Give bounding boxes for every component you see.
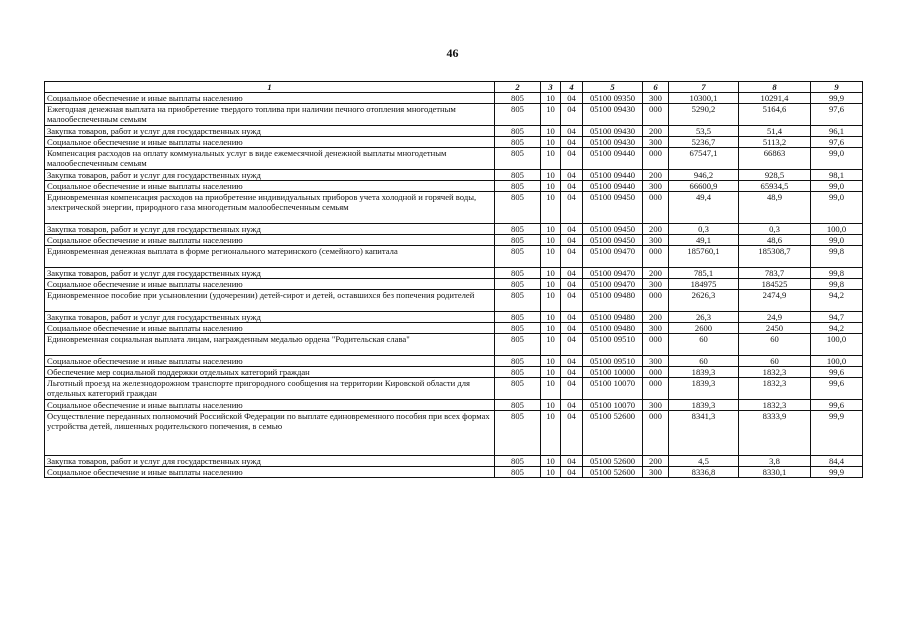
row-target-item-cell: 05100 09440	[583, 170, 643, 181]
row-name-cell: Социальное обеспечение и иные выплаты населению	[45, 323, 495, 334]
row-target-item-cell: 05100 09430	[583, 126, 643, 137]
row-name-cell: Единовременная социальная выплата лицам, награжденным медалью ордена "Родительская слава"	[45, 334, 495, 356]
row-plan-cell: 8336,8	[669, 467, 739, 478]
row-percent-cell: 99,6	[811, 367, 863, 378]
row-expense-type-cell: 300	[643, 279, 669, 290]
row-percent-cell: 99,0	[811, 235, 863, 246]
row-actual-cell: 65934,5	[739, 181, 811, 192]
table-row	[45, 192, 863, 224]
row-code-admin-cell: 805	[495, 312, 541, 323]
row-subsection-cell: 04	[561, 400, 583, 411]
row-expense-type-cell: 300	[643, 400, 669, 411]
table-row	[45, 400, 863, 411]
row-expense-type-cell: 300	[643, 235, 669, 246]
header-row	[45, 82, 863, 93]
row-section-cell: 10	[541, 181, 561, 192]
row-plan-cell: 1839,3	[669, 378, 739, 400]
row-code-admin-cell: 805	[495, 137, 541, 148]
row-plan-cell: 67547,1	[669, 148, 739, 170]
row-subsection-cell: 04	[561, 279, 583, 290]
row-code-admin-cell: 805	[495, 279, 541, 290]
table-row	[45, 356, 863, 367]
row-percent-cell: 94,2	[811, 323, 863, 334]
row-actual-cell: 185308,7	[739, 246, 811, 268]
row-section-cell: 10	[541, 312, 561, 323]
row-percent-cell: 84,4	[811, 456, 863, 467]
row-percent-cell: 99,8	[811, 279, 863, 290]
row-actual-cell: 51,4	[739, 126, 811, 137]
row-section-cell: 10	[541, 411, 561, 456]
row-code-admin-cell: 805	[495, 181, 541, 192]
row-section-cell: 10	[541, 192, 561, 224]
row-actual-cell: 928,5	[739, 170, 811, 181]
row-name-cell: Закупка товаров, работ и услуг для государственных нужд	[45, 126, 495, 137]
row-plan-cell: 53,5	[669, 126, 739, 137]
table-row	[45, 148, 863, 170]
row-name-cell: Закупка товаров, работ и услуг для государственных нужд	[45, 456, 495, 467]
row-section-cell: 10	[541, 137, 561, 148]
row-actual-cell: 8333,9	[739, 411, 811, 456]
row-actual-cell: 24,9	[739, 312, 811, 323]
row-target-item-cell: 05100 09510	[583, 334, 643, 356]
row-plan-cell: 26,3	[669, 312, 739, 323]
row-code-admin-cell: 805	[495, 235, 541, 246]
row-expense-type-cell: 200	[643, 224, 669, 235]
row-subsection-cell: 04	[561, 312, 583, 323]
row-name-cell: Закупка товаров, работ и услуг для государственных нужд	[45, 312, 495, 323]
row-expense-type-cell: 000	[643, 148, 669, 170]
row-expense-type-cell: 300	[643, 467, 669, 478]
row-plan-cell: 49,1	[669, 235, 739, 246]
row-subsection-cell: 04	[561, 268, 583, 279]
row-actual-cell: 184525	[739, 279, 811, 290]
row-actual-cell: 2474,9	[739, 290, 811, 312]
row-name-cell: Ежегодная денежная выплата на приобретение твердого топлива при наличии печного отопления многодетным малообеспеченным семьям	[45, 104, 495, 126]
row-target-item-cell: 05100 09350	[583, 93, 643, 104]
row-percent-cell: 99,0	[811, 192, 863, 224]
row-code-admin-cell: 805	[495, 268, 541, 279]
row-plan-cell: 60	[669, 334, 739, 356]
row-name-cell: Закупка товаров, работ и услуг для государственных нужд	[45, 268, 495, 279]
row-expense-type-cell: 300	[643, 137, 669, 148]
row-name-cell: Единовременное пособие при усыновлении (удочерении) детей-сирот и детей, оставшихся без попечения родителей	[45, 290, 495, 312]
table-row	[45, 456, 863, 467]
row-plan-cell: 1839,3	[669, 367, 739, 378]
row-actual-cell: 60	[739, 356, 811, 367]
row-name-cell: Закупка товаров, работ и услуг для государственных нужд	[45, 170, 495, 181]
row-percent-cell: 96,1	[811, 126, 863, 137]
row-name-cell: Компенсация расходов на оплату коммунальных услуг в виде ежемесячной денежной выплаты многодетным малообеспеченным семьям	[45, 148, 495, 170]
row-subsection-cell: 04	[561, 170, 583, 181]
row-section-cell: 10	[541, 148, 561, 170]
row-subsection-cell: 04	[561, 456, 583, 467]
table-row	[45, 224, 863, 235]
row-code-admin-cell: 805	[495, 367, 541, 378]
table-row	[45, 170, 863, 181]
row-section-cell: 10	[541, 224, 561, 235]
row-percent-cell: 99,0	[811, 181, 863, 192]
row-name-cell: Социальное обеспечение и иные выплаты населению	[45, 93, 495, 104]
row-plan-cell: 184975	[669, 279, 739, 290]
table-row	[45, 246, 863, 268]
row-subsection-cell: 04	[561, 246, 583, 268]
row-expense-type-cell: 000	[643, 290, 669, 312]
row-subsection-cell: 04	[561, 367, 583, 378]
row-subsection-cell: 04	[561, 148, 583, 170]
table-row	[45, 323, 863, 334]
row-percent-cell: 100,0	[811, 334, 863, 356]
row-expense-type-cell: 000	[643, 192, 669, 224]
table-row	[45, 104, 863, 126]
row-expense-type-cell: 200	[643, 312, 669, 323]
row-target-item-cell: 05100 09470	[583, 246, 643, 268]
row-plan-cell: 4,5	[669, 456, 739, 467]
row-percent-cell: 99,9	[811, 467, 863, 478]
row-plan-cell: 5290,2	[669, 104, 739, 126]
row-percent-cell: 98,1	[811, 170, 863, 181]
table-row	[45, 378, 863, 400]
row-section-cell: 10	[541, 268, 561, 279]
row-plan-cell: 5236,7	[669, 137, 739, 148]
table-row	[45, 334, 863, 356]
row-actual-cell: 1832,3	[739, 400, 811, 411]
table-row	[45, 268, 863, 279]
row-name-cell: Единовременная компенсация расходов на приобретение индивидуальных приборов учета холодной и горячей воды, электрической энергии, природного газа многодетным малообеспеченным семьям	[45, 192, 495, 224]
row-code-admin-cell: 805	[495, 456, 541, 467]
row-actual-cell: 10291,4	[739, 93, 811, 104]
row-target-item-cell: 05100 09470	[583, 279, 643, 290]
row-section-cell: 10	[541, 467, 561, 478]
row-section-cell: 10	[541, 334, 561, 356]
row-section-cell: 10	[541, 235, 561, 246]
row-target-item-cell: 05100 52600	[583, 456, 643, 467]
row-target-item-cell: 05100 52600	[583, 467, 643, 478]
row-actual-cell: 5164,6	[739, 104, 811, 126]
row-actual-cell: 48,9	[739, 192, 811, 224]
row-name-cell: Социальное обеспечение и иные выплаты населению	[45, 181, 495, 192]
row-target-item-cell: 05100 52600	[583, 411, 643, 456]
row-subsection-cell: 04	[561, 334, 583, 356]
row-code-admin-cell: 805	[495, 148, 541, 170]
column-header: 7	[669, 82, 739, 93]
row-subsection-cell: 04	[561, 323, 583, 334]
row-section-cell: 10	[541, 400, 561, 411]
row-target-item-cell: 05100 09450	[583, 235, 643, 246]
row-target-item-cell: 05100 09450	[583, 192, 643, 224]
row-percent-cell: 100,0	[811, 356, 863, 367]
row-actual-cell: 3,8	[739, 456, 811, 467]
row-percent-cell: 100,0	[811, 224, 863, 235]
row-percent-cell: 99,8	[811, 268, 863, 279]
row-subsection-cell: 04	[561, 235, 583, 246]
row-code-admin-cell: 805	[495, 400, 541, 411]
row-section-cell: 10	[541, 378, 561, 400]
row-name-cell: Социальное обеспечение и иные выплаты населению	[45, 137, 495, 148]
row-subsection-cell: 04	[561, 411, 583, 456]
row-code-admin-cell: 805	[495, 323, 541, 334]
row-subsection-cell: 04	[561, 104, 583, 126]
row-section-cell: 10	[541, 279, 561, 290]
row-code-admin-cell: 805	[495, 356, 541, 367]
row-plan-cell: 785,1	[669, 268, 739, 279]
row-expense-type-cell: 200	[643, 126, 669, 137]
row-target-item-cell: 05100 09430	[583, 104, 643, 126]
row-section-cell: 10	[541, 290, 561, 312]
row-percent-cell: 97,6	[811, 137, 863, 148]
row-plan-cell: 1839,3	[669, 400, 739, 411]
row-expense-type-cell: 300	[643, 93, 669, 104]
column-header: 2	[495, 82, 541, 93]
table-row	[45, 126, 863, 137]
row-expense-type-cell: 000	[643, 334, 669, 356]
budget-table	[44, 81, 863, 478]
table-row	[45, 290, 863, 312]
row-target-item-cell: 05100 09450	[583, 224, 643, 235]
row-plan-cell: 66600,9	[669, 181, 739, 192]
row-plan-cell: 946,2	[669, 170, 739, 181]
row-percent-cell: 97,6	[811, 104, 863, 126]
row-target-item-cell: 05100 09440	[583, 148, 643, 170]
row-percent-cell: 99,6	[811, 400, 863, 411]
column-header: 1	[45, 82, 495, 93]
row-code-admin-cell: 805	[495, 467, 541, 478]
row-actual-cell: 66863	[739, 148, 811, 170]
row-expense-type-cell: 200	[643, 170, 669, 181]
table-row	[45, 137, 863, 148]
row-plan-cell: 10300,1	[669, 93, 739, 104]
table-row	[45, 312, 863, 323]
row-target-item-cell: 05100 09480	[583, 323, 643, 334]
row-name-cell: Социальное обеспечение и иные выплаты населению	[45, 467, 495, 478]
row-percent-cell: 99,8	[811, 246, 863, 268]
row-section-cell: 10	[541, 323, 561, 334]
row-code-admin-cell: 805	[495, 170, 541, 181]
row-target-item-cell: 05100 09510	[583, 356, 643, 367]
row-subsection-cell: 04	[561, 356, 583, 367]
row-code-admin-cell: 805	[495, 104, 541, 126]
row-expense-type-cell: 300	[643, 181, 669, 192]
row-name-cell: Льготный проезд на железнодорожном транспорте пригородного сообщения на территории Кировской области для отдельных категорий граждан	[45, 378, 495, 400]
row-plan-cell: 185760,1	[669, 246, 739, 268]
row-actual-cell: 5113,2	[739, 137, 811, 148]
table-body	[45, 93, 863, 478]
row-percent-cell: 99,9	[811, 93, 863, 104]
row-target-item-cell: 05100 09470	[583, 268, 643, 279]
row-code-admin-cell: 805	[495, 192, 541, 224]
row-percent-cell: 99,6	[811, 378, 863, 400]
row-section-cell: 10	[541, 356, 561, 367]
row-code-admin-cell: 805	[495, 126, 541, 137]
row-actual-cell: 1832,3	[739, 378, 811, 400]
row-plan-cell: 2600	[669, 323, 739, 334]
column-header: 8	[739, 82, 811, 93]
row-code-admin-cell: 805	[495, 246, 541, 268]
row-plan-cell: 8341,3	[669, 411, 739, 456]
row-section-cell: 10	[541, 456, 561, 467]
row-percent-cell: 99,9	[811, 411, 863, 456]
row-target-item-cell: 05100 10070	[583, 400, 643, 411]
row-name-cell: Социальное обеспечение и иные выплаты населению	[45, 400, 495, 411]
row-actual-cell: 48,6	[739, 235, 811, 246]
row-expense-type-cell: 000	[643, 246, 669, 268]
row-plan-cell: 0,3	[669, 224, 739, 235]
row-target-item-cell: 05100 09480	[583, 290, 643, 312]
table-row	[45, 235, 863, 246]
row-plan-cell: 60	[669, 356, 739, 367]
row-expense-type-cell: 300	[643, 356, 669, 367]
row-section-cell: 10	[541, 126, 561, 137]
row-subsection-cell: 04	[561, 290, 583, 312]
row-actual-cell: 1832,3	[739, 367, 811, 378]
row-name-cell: Закупка товаров, работ и услуг для государственных нужд	[45, 224, 495, 235]
row-target-item-cell: 05100 09430	[583, 137, 643, 148]
row-target-item-cell: 05100 10070	[583, 378, 643, 400]
row-name-cell: Социальное обеспечение и иные выплаты населению	[45, 279, 495, 290]
row-plan-cell: 2626,3	[669, 290, 739, 312]
row-section-cell: 10	[541, 170, 561, 181]
page-number: 46	[446, 46, 459, 60]
row-name-cell: Социальное обеспечение и иные выплаты населению	[45, 356, 495, 367]
row-expense-type-cell: 300	[643, 323, 669, 334]
row-code-admin-cell: 805	[495, 93, 541, 104]
row-section-cell: 10	[541, 104, 561, 126]
row-percent-cell: 94,7	[811, 312, 863, 323]
row-subsection-cell: 04	[561, 378, 583, 400]
row-section-cell: 10	[541, 367, 561, 378]
row-code-admin-cell: 805	[495, 411, 541, 456]
row-subsection-cell: 04	[561, 137, 583, 148]
table-row	[45, 181, 863, 192]
column-header: 9	[811, 82, 863, 93]
row-target-item-cell: 05100 09480	[583, 312, 643, 323]
row-code-admin-cell: 805	[495, 378, 541, 400]
row-name-cell: Обеспечение мер социальной поддержки отдельных категорий граждан	[45, 367, 495, 378]
row-subsection-cell: 04	[561, 181, 583, 192]
row-expense-type-cell: 000	[643, 411, 669, 456]
row-subsection-cell: 04	[561, 224, 583, 235]
row-code-admin-cell: 805	[495, 290, 541, 312]
row-target-item-cell: 05100 09440	[583, 181, 643, 192]
row-actual-cell: 783,7	[739, 268, 811, 279]
row-actual-cell: 2450	[739, 323, 811, 334]
row-plan-cell: 49,4	[669, 192, 739, 224]
row-code-admin-cell: 805	[495, 224, 541, 235]
row-actual-cell: 0,3	[739, 224, 811, 235]
row-expense-type-cell: 000	[643, 378, 669, 400]
row-subsection-cell: 04	[561, 93, 583, 104]
row-name-cell: Осуществление переданных полномочий Российской Федерации по выплате единовременного пособия при всех формах устройства детей, лишенных родительского попечения, в семью	[45, 411, 495, 456]
column-header: 4	[561, 82, 583, 93]
row-subsection-cell: 04	[561, 467, 583, 478]
table-row	[45, 367, 863, 378]
row-section-cell: 10	[541, 93, 561, 104]
table-row	[45, 411, 863, 456]
row-expense-type-cell: 200	[643, 456, 669, 467]
row-code-admin-cell: 805	[495, 334, 541, 356]
row-percent-cell: 99,0	[811, 148, 863, 170]
row-percent-cell: 94,2	[811, 290, 863, 312]
row-name-cell: Социальное обеспечение и иные выплаты населению	[45, 235, 495, 246]
row-actual-cell: 60	[739, 334, 811, 356]
row-expense-type-cell: 000	[643, 367, 669, 378]
row-subsection-cell: 04	[561, 192, 583, 224]
column-header: 5	[583, 82, 643, 93]
table-row	[45, 279, 863, 290]
row-name-cell: Единовременная денежная выплата в форме регионального материнского (семейного) капитала	[45, 246, 495, 268]
table-row	[45, 467, 863, 478]
row-section-cell: 10	[541, 246, 561, 268]
column-header: 3	[541, 82, 561, 93]
row-subsection-cell: 04	[561, 126, 583, 137]
row-expense-type-cell: 200	[643, 268, 669, 279]
row-actual-cell: 8330,1	[739, 467, 811, 478]
column-header: 6	[643, 82, 669, 93]
table-row	[45, 93, 863, 104]
row-expense-type-cell: 000	[643, 104, 669, 126]
row-target-item-cell: 05100 10000	[583, 367, 643, 378]
